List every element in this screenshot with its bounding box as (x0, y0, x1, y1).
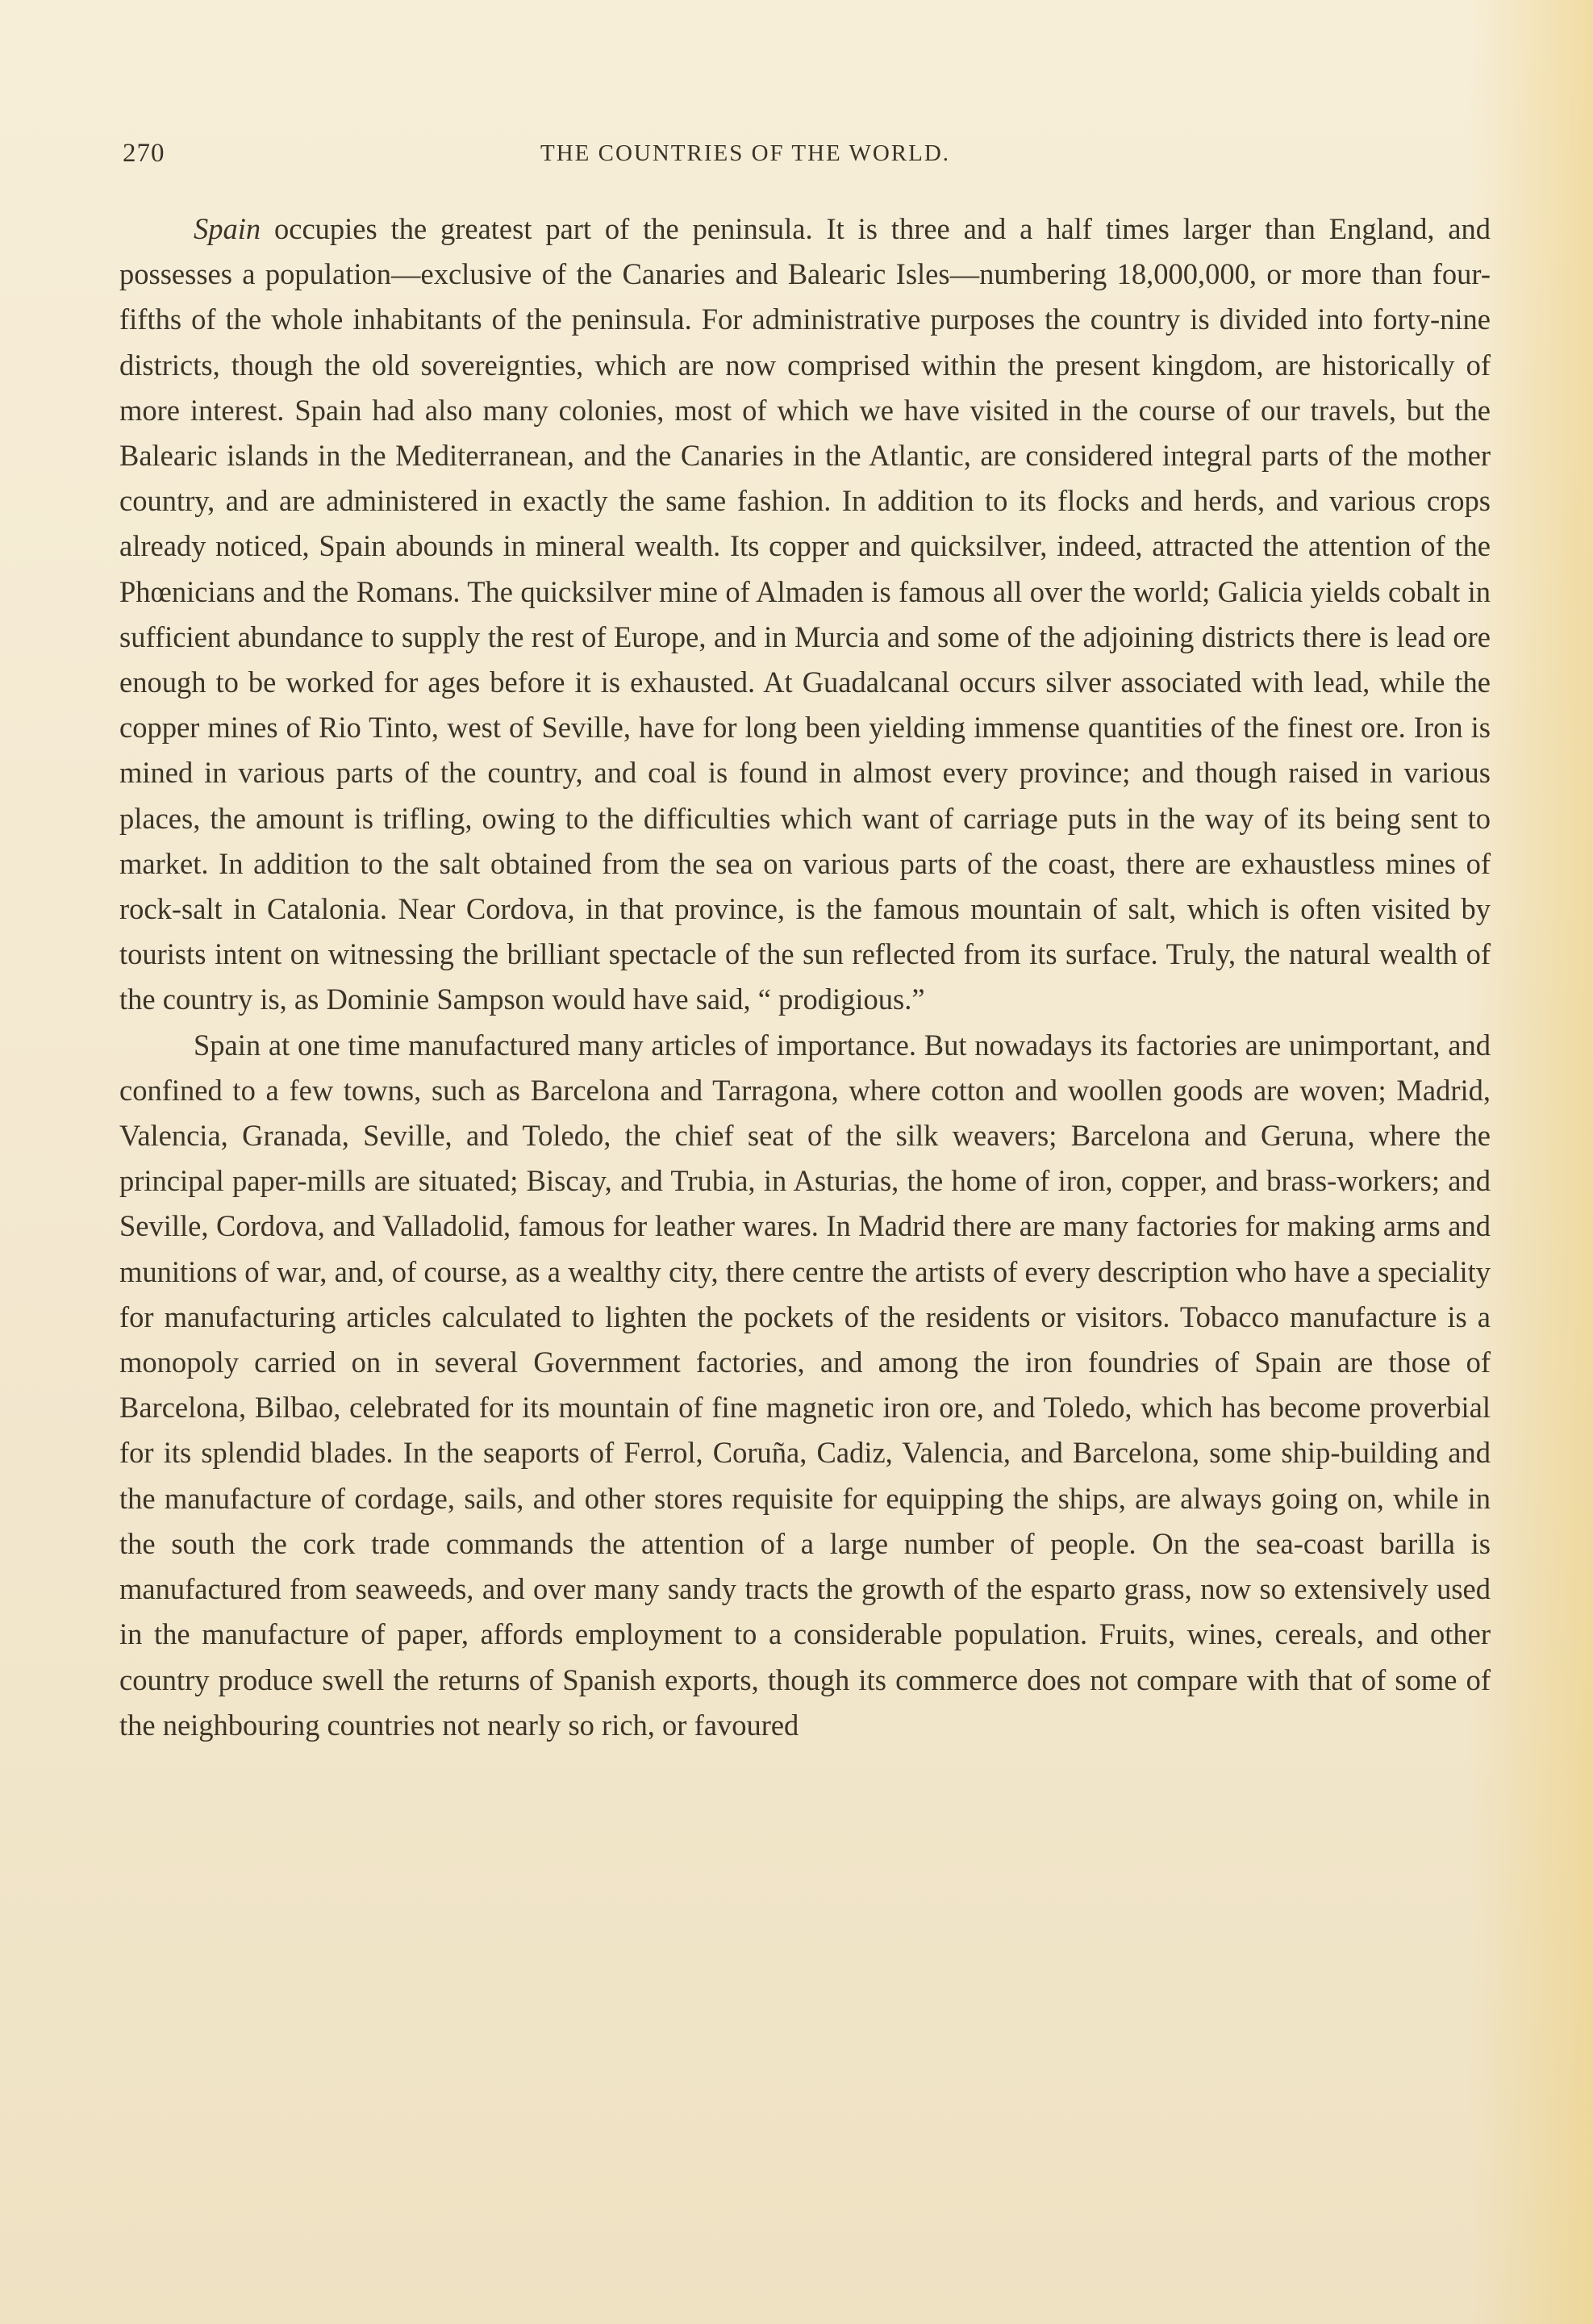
paragraph-text: Spain at one time manufactured many articles of importance. But nowadays its factories are unimportant, and confined to a few towns, such as Barcelona and Tarragona, where cotton and woollen goods are woven; Madrid, Valencia, Granada, Seville, and Toledo, the chief seat of the silk weavers; Barcelona and Geruna, where the principal paper-mills are situated; Biscay, and Trubia, in Asturias, the home of iron, copper, and brass-workers; and Seville, Cordova, and Valladolid, famous for leather wares. In Madrid there are many factories for making arms and munitions of war, and, of course, as a wealthy city, there centre the artists of every description who have a speciality for manufacturing articles calculated to lighten the pockets of the residents or visitors. Tobacco manufacture is a monopoly carried on in several Government factories, and among the iron foundries of Spain are those of Barcelona, Bilbao, celebrated for its mountain of fine magnetic iron ore, and Toledo, which has become proverbial for its splendid blades. In the seaports of Ferrol, Coruña, Cadiz, Valencia, and Barcelona, some ship-building and the manufacture of cordage, sails, and other stores requisite for equipping the ships, are always going on, while in the south the cork trade commands the attention of a large number of people. On the sea-coast barilla is manufactured from seaweeds, and over many sandy tracts the growth of the esparto grass, now so extensively used in the manufacture of paper, affords employment to a considerable population. Fruits, wines, cereals, and other country produce swell the returns of Spanish exports, though its commerce does not compare with that of some of the neighbouring countries not nearly so rich, or favoured (119, 1028, 1491, 1742)
italic-lead-word: Spain (194, 212, 261, 245)
paragraph-spain-geography (119, 207, 1491, 1023)
body-text (119, 207, 1491, 1748)
paragraph-text: occupies the greatest part of the peninsula. It is three and a half times larger than England, and possesses a population—exclusive of the Canaries and Balearic Isles—numbering 18,000,000, or more than four-fifths of the whole inhabitants of the peninsula. For administrative purposes the country is divided into forty-nine districts, though the old sovereignties, which are now comprised within the present kingdom, are historically of more interest. Spain had also many colonies, most of which we have visited in the course of our travels, but the Balearic islands in the Mediterranean, and the Canaries in the Atlantic, are considered integral parts of the mother country, and are administered in exactly the same fashion. In addition to its flocks and herds, and various crops already noticed, Spain abounds in mineral wealth. Its copper and quicksilver, indeed, attracted the attention of the Phœnicians and the Romans. The quicksilver mine of Almaden is famous all over the world; Galicia yields cobalt in sufficient abundance to supply the rest of Europe, and in Murcia and some of the adjoining districts there is lead ore enough to be worked for ages before it is exhausted. At Guadalcanal occurs silver associated with lead, while the copper mines of Rio Tinto, west of Seville, have for long been yielding immense quantities of the finest ore. Iron is mined in various parts of the country, and coal is found in almost every province; and though raised in various places, the amount is trifling, owing to the difficulties which want of carriage puts in the way of its being sent to market. In addition to the salt obtained from the sea on various parts of the coast, there are exhaustless mines of rock-salt in Catalonia. Near Cordova, in that province, is the famous mountain of salt, which is often visited by tourists intent on witnessing the brilliant spectacle of the sun reflected from its surface. Truly, the natural wealth of the country is, as Dominie Sampson would have said, “ prodigious.” (119, 212, 1491, 1016)
page-number: 270 (123, 139, 165, 168)
paragraph-spain-manufactures (119, 1023, 1491, 1748)
running-title: THE COUNTRIES OF THE WORLD. (540, 140, 951, 166)
running-header (123, 139, 1494, 171)
